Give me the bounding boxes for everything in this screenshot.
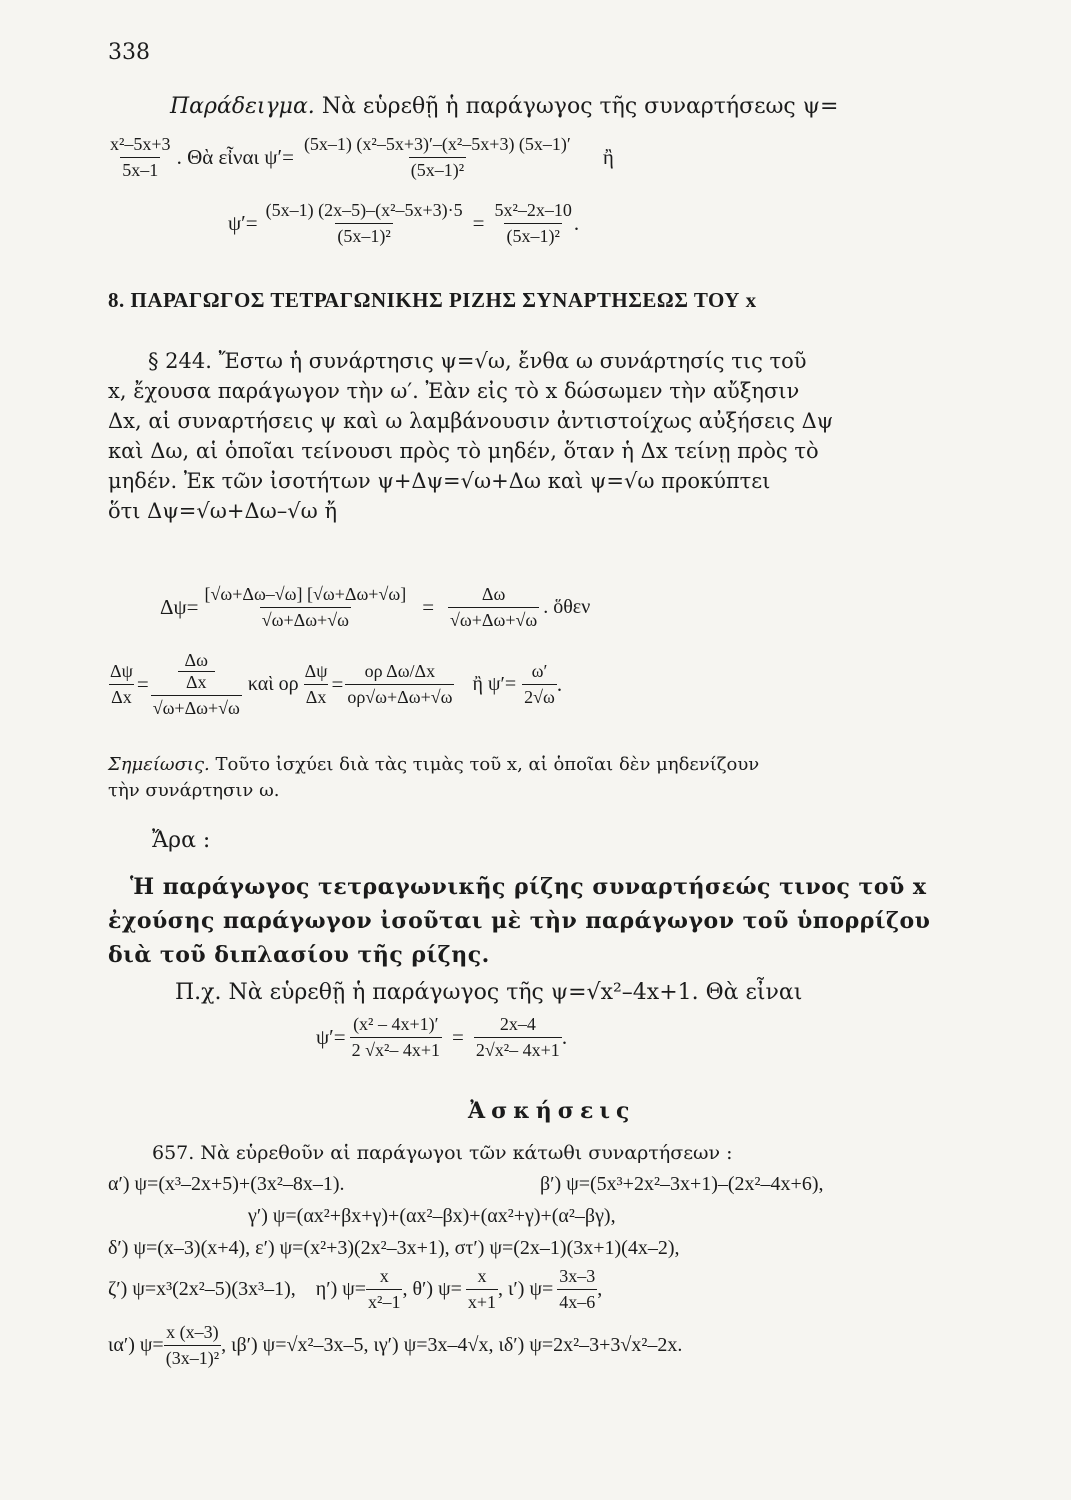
fraction-denominator: Δx — [304, 684, 329, 708]
fraction-derivative-3 — [492, 200, 573, 247]
section-heading: 8. ΠΑΡΑΓΩΓΟΣ ΤΕΤΡΑΓΩΝΙΚΗΣ ΡΙΖΗΣ ΣΥΝΑΡΤΗΣΕΩΣ ΤΟΥ x — [108, 288, 757, 312]
fraction-compound — [151, 650, 242, 719]
fraction-denominator: (5x–1)² — [504, 223, 561, 247]
example-label: Παράδειγμα. — [170, 94, 315, 119]
math-text: ἢ — [602, 145, 614, 169]
math-text: ἢ ψ′= — [472, 673, 517, 695]
fraction-denominator: (5x–1)² — [335, 223, 392, 247]
fraction-denominator: Δx — [109, 684, 134, 708]
example-2-equation — [316, 1014, 567, 1061]
exercise-line-2: γ′) ψ=(αx²+βx+γ)+(αx²–βx)+(αx²+γ)+(α²–βγ), — [248, 1205, 616, 1227]
fraction-function — [108, 134, 173, 181]
fraction-numerator: (x² – 4x+1)′ — [353, 1014, 439, 1034]
math-text: . Θὰ εἶναι ψ′= — [176, 145, 294, 169]
fraction-theta — [466, 1266, 498, 1313]
math-text: . — [573, 211, 580, 235]
math-text: ια′) ψ= — [108, 1334, 164, 1356]
math-text: η′) ψ= — [315, 1278, 367, 1300]
paragraph-line: x, ἔχουσα παράγωγον τὴν ω′. Ἐὰν εἰς τὸ x δώσωμεν τὴν αὔξησιν — [108, 379, 800, 403]
page-number: 338 — [108, 40, 150, 65]
fraction-ia — [164, 1322, 221, 1369]
fraction-denominator: 4x–6 — [557, 1289, 597, 1313]
exercise-line-5 — [108, 1322, 682, 1369]
paragraph-244 — [108, 346, 833, 526]
rule-line: διὰ τοῦ διπλασίου τῆς ρίζης. — [108, 942, 490, 968]
fraction-numerator: x²–5x+3 — [110, 134, 171, 154]
exercise-line-1b: β′) ψ=(5x³+2x²–3x+1)–(2x²–4x+6), — [540, 1173, 824, 1195]
fraction-dpsi-dx — [108, 661, 135, 708]
paragraph-line: καὶ Δω, αἱ ὁποῖαι τείνουσι πρὸς τὸ μηδέν, ὅταν ἡ Δx τείνῃ πρὸς τὸ — [108, 439, 819, 463]
fraction-numerator: ω′ — [531, 661, 548, 681]
math-text: ψ′= — [316, 1025, 346, 1049]
exercise-line-4 — [108, 1266, 602, 1313]
fraction-numerator: Δψ — [304, 661, 328, 681]
note-label: Σημείωσις. — [108, 754, 210, 775]
rule-line: ἐχούσης παράγωγον ἰσοῦται μὲ τὴν παράγωγον τοῦ ὑπορρίζου — [108, 908, 931, 934]
fraction-conjugate — [203, 584, 409, 631]
fraction-numerator: [√ω+Δω–√ω] [√ω+Δω+√ω] — [204, 584, 407, 604]
fraction-denominator: (3x–1)² — [164, 1345, 221, 1369]
fraction-denominator: 2√ω — [522, 684, 557, 708]
fraction-simplified — [448, 584, 539, 631]
fraction-denominator: √ω+Δω+√ω — [151, 695, 242, 719]
fraction-derivative-1 — [302, 134, 573, 181]
equation-delta-psi — [160, 584, 590, 631]
fraction-numerator: x — [379, 1266, 389, 1286]
fraction-result — [522, 661, 557, 708]
fraction-numerator: (5x–1) (2x–5)–(x²–5x+3)·5 — [265, 200, 463, 220]
fraction-numerator: 2x–4 — [499, 1014, 536, 1034]
fraction-denominator: 2√x²– 4x+1 — [474, 1037, 562, 1061]
math-text: , — [597, 1278, 603, 1300]
example-text: Νὰ εὑρεθῇ ἡ παράγωγος τῆς συναρτήσεως ψ= — [321, 94, 839, 119]
math-text: καὶ ορ — [247, 673, 299, 695]
math-text: , ιβ′) ψ=√x²–3x–5, ιγ′) ψ=3x–4√x, ιδ′) ψ=2x²–3+3√x²–2x. — [221, 1334, 683, 1356]
fraction-denominator: √ω+Δω+√ω — [448, 607, 539, 631]
exercise-line-3: δ′) ψ=(x–3)(x+4), ε′) ψ=(x²+3)(2x²–3x+1), στ′) ψ=(2x–1)(3x+1)(4x–2), — [108, 1237, 680, 1259]
inner-numerator: Δω — [184, 650, 208, 670]
fraction-numerator — [176, 650, 217, 695]
math-text: . ὅθεν — [543, 596, 591, 618]
exercise-line-1a: α′) ψ=(x³–2x+5)+(3x²–8x–1). — [108, 1173, 345, 1195]
fraction-denominator: ορ√ω+Δω+√ω — [345, 684, 454, 708]
fraction-numerator: 5x²–2x–10 — [494, 200, 572, 220]
math-text: ζ′) ψ=x³(2x²–5)(3x³–1), — [108, 1278, 296, 1300]
fraction-numerator: (5x–1) (x²–5x+3)′–(x²–5x+3) (5x–1)′ — [303, 134, 571, 154]
fraction-numerator: x — [477, 1266, 487, 1286]
math-text: , θ′) ψ= — [402, 1278, 462, 1300]
paragraph-line: § 244. Ἔστω ἡ συνάρτησις ψ=√ω, ἔνθα ω συνάρτησίς τις τοῦ — [148, 349, 807, 373]
fraction-numerator: x (x–3) — [166, 1322, 219, 1342]
example-line-2 — [108, 134, 614, 181]
note — [108, 752, 759, 804]
fraction-iota — [557, 1266, 597, 1313]
math-text: = — [331, 672, 344, 696]
note-text-2: τὴν συνάρτησιν ω. — [108, 780, 280, 801]
fraction-numerator: Δψ — [110, 661, 133, 681]
fraction-denominator: x²–1 — [366, 1289, 402, 1313]
math-text: ψ′= — [228, 211, 258, 235]
rule-line: Ἡ παράγωγος τετραγωνικῆς ρίζης συναρτήσεώς τινος τοῦ x — [130, 874, 927, 900]
fraction-denominator: x+1 — [466, 1289, 498, 1313]
fraction-dpsi-dx-limit — [303, 661, 330, 708]
fraction-example-2-result — [474, 1014, 562, 1061]
fraction-numerator: 3x–3 — [559, 1266, 596, 1286]
fraction-eta — [366, 1266, 402, 1313]
exercise-intro: 657. Νὰ εὑρεθοῦν αἱ παράγωγοι τῶν κάτωθι συναρτήσεων : — [152, 1142, 733, 1164]
fraction-denominator: 5x–1 — [120, 157, 160, 181]
fraction-numerator: Δω — [481, 584, 506, 604]
fraction-denominator: (5x–1)² — [409, 157, 466, 181]
fraction-limit — [345, 661, 454, 708]
exercises-title: Ἀσκήσεις — [468, 1098, 636, 1124]
example-line-3 — [228, 200, 579, 247]
math-text: = — [136, 672, 149, 696]
math-text: . — [556, 672, 563, 696]
conclusion-label: Ἄρα : — [152, 828, 211, 853]
paragraph-line: μηδέν. Ἐκ τῶν ἰσοτήτων ψ+Δψ=√ω+Δω καὶ ψ=√ω προκύπτει — [108, 469, 771, 493]
math-text: Δψ= — [160, 595, 199, 619]
fraction-denominator: √ω+Δω+√ω — [260, 607, 351, 631]
note-text: Τοῦτο ἰσχύει διὰ τὰς τιμὰς τοῦ x, αἱ ὁποῖαι δὲν μηδενίζουν — [215, 754, 760, 775]
example-2-text: Π.χ. Νὰ εὑρεθῇ ἡ παράγωγος τῆς ψ=√x²–4x+1. Θὰ εἶναι — [175, 980, 803, 1005]
math-text: = — [452, 1025, 464, 1049]
inner-denominator: Δx — [178, 671, 215, 693]
paragraph-line: ὅτι Δψ=√ω+Δω–√ω ἤ — [108, 499, 338, 523]
math-text: , ι′) ψ= — [498, 1278, 554, 1300]
math-text: . — [561, 1025, 568, 1049]
rule-statement — [108, 870, 930, 972]
math-text: = — [422, 595, 435, 619]
fraction-numerator: ορ Δω/Δx — [364, 661, 436, 681]
example-line-1 — [170, 92, 838, 122]
equation-limit — [108, 650, 562, 719]
fraction-derivative-2 — [264, 200, 465, 247]
fraction-example-2 — [350, 1014, 442, 1061]
fraction-denominator: 2 √x²– 4x+1 — [350, 1037, 442, 1061]
math-text: = — [472, 211, 485, 235]
paragraph-line: Δx, αἱ συναρτήσεις ψ καὶ ω λαμβάνουσιν ἀντιστοίχως αὐξήσεις Δψ — [108, 409, 834, 433]
